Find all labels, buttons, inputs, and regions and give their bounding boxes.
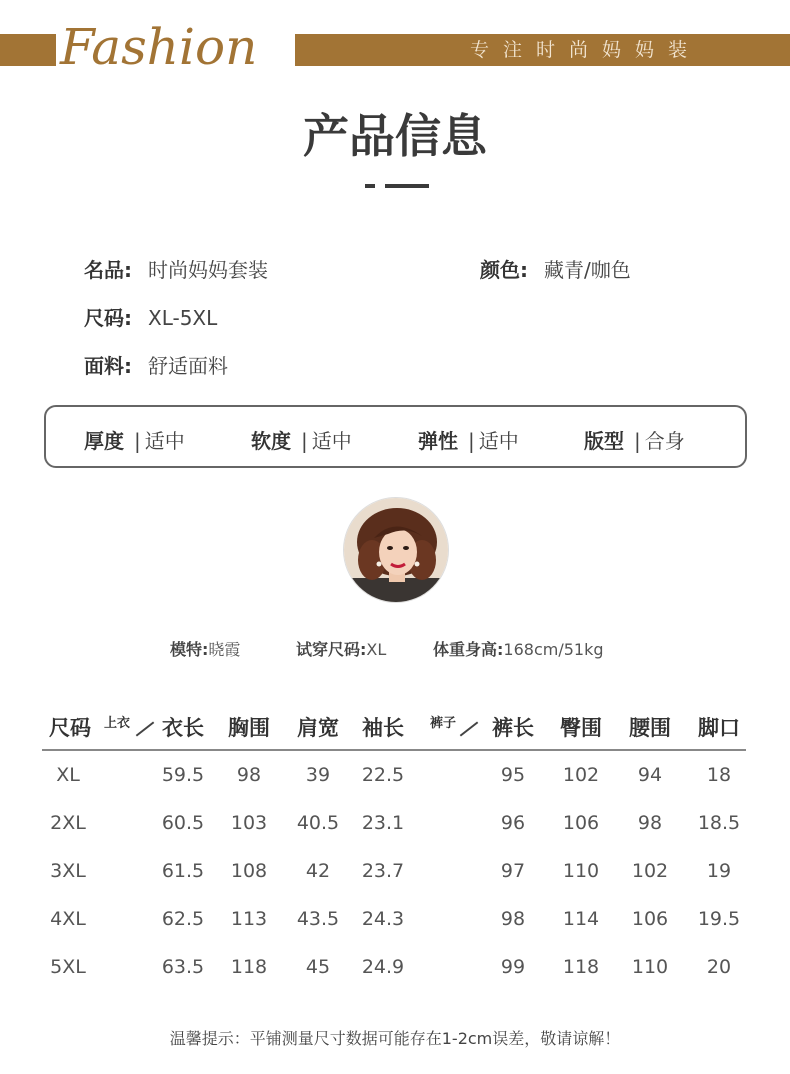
attribute-thickness [84,425,185,454]
table-cell: 96 [500,812,526,834]
attributes-box [44,405,747,468]
info-color [480,254,631,283]
table-cell: 61.5 [161,860,205,882]
table-cell: 118 [562,956,600,978]
table-cell: 102 [631,860,669,882]
table-cell: 108 [230,860,268,882]
table-cell: 110 [631,956,669,978]
table-cell: 97 [500,860,526,882]
row-size: 3XL [50,860,86,882]
table-cell: 95 [500,764,526,786]
info-name-value: 时尚妈妈套装 [148,258,268,282]
table-cell: 23.7 [361,860,405,882]
attribute-value: 合身 [644,429,685,453]
info-size-value: XL-5XL [148,306,218,330]
table-cell: 63.5 [161,956,205,978]
header-slash [136,721,155,736]
table-cell: 94 [637,764,663,786]
table-cell: 22.5 [361,764,405,786]
attribute-value: 适中 [144,429,185,453]
attribute-label: 版型 [584,429,624,453]
column-header: 脚口 [698,716,740,740]
row-size: 5XL [50,956,86,978]
attribute-softness [251,425,352,454]
table-cell: 40.5 [296,812,340,834]
table-cell: 42 [305,860,331,882]
top-group-label: 上衣 [104,716,131,731]
page-title: 产品信息 [303,109,487,163]
header-slash [460,721,479,736]
table-cell: 19 [706,860,732,882]
table-cell: 24.9 [361,956,405,978]
attribute-separator: | [134,429,141,453]
info-name-label: 名品: [84,258,132,282]
size-header: 尺码 [49,716,91,740]
row-size: 2XL [50,812,86,834]
model-body-value: 168cm/51kg [503,640,604,659]
attribute-separator: | [468,429,475,453]
row-size: XL [56,764,80,786]
pants-group-label: 裤子 [430,716,457,731]
table-cell: 98 [236,764,262,786]
info-fabric-label: 面料: [84,354,132,378]
brand-logo: Fashion [60,18,258,76]
table-cell: 106 [631,908,669,930]
column-header: 衣长 [162,716,204,740]
attribute-label: 软度 [251,429,291,453]
info-color-value: 藏青/咖色 [544,258,631,282]
table-cell: 60.5 [161,812,205,834]
attribute-value: 适中 [311,429,352,453]
model-size-value: XL [366,640,387,659]
attribute-separator: | [634,429,641,453]
table-cell: 19.5 [697,908,741,930]
table-cell: 62.5 [161,908,205,930]
header-bar-left [0,34,56,66]
table-cell: 98 [500,908,526,930]
model-body [433,637,604,660]
slogan: 专注时尚妈妈装 [470,39,702,61]
model-size [296,637,386,660]
model-portrait-icon [344,498,449,603]
attribute-value: 适中 [478,429,519,453]
attribute-fit [584,425,685,454]
table-cell: 20 [706,956,732,978]
column-header: 腰围 [629,716,671,740]
table-cell: 118 [230,956,268,978]
column-header: 胸围 [228,716,270,740]
info-size-label: 尺码: [84,306,132,330]
column-header: 臀围 [560,716,602,740]
column-header: 袖长 [362,716,404,740]
info-fabric [84,350,228,379]
model-name-label: 模特: [170,640,209,659]
table-cell: 102 [562,764,600,786]
attribute-label: 弹性 [418,429,458,453]
table-cell: 18 [706,764,732,786]
model-body-label: 体重身高: [433,640,504,659]
info-name [84,254,268,283]
attribute-label: 厚度 [84,429,124,453]
measurement-note: 温馨提示：平铺测量尺寸数据可能存在1-2cm误差，敬请谅解！ [169,1029,621,1048]
table-cell: 45 [305,956,331,978]
title-divider-short [365,184,375,188]
info-size [84,302,217,331]
table-cell: 113 [230,908,268,930]
table-cell: 99 [500,956,526,978]
table-cell: 110 [562,860,600,882]
table-cell: 24.3 [361,908,405,930]
attribute-separator: | [301,429,308,453]
table-cell: 59.5 [161,764,205,786]
attribute-elasticity [418,425,519,454]
table-cell: 103 [230,812,268,834]
model-avatar [343,497,449,603]
table-cell: 18.5 [697,812,741,834]
row-size: 4XL [50,908,86,930]
column-header: 肩宽 [297,716,339,740]
table-cell: 39 [305,764,331,786]
info-color-label: 颜色: [480,258,528,282]
model-name-value: 晓霞 [208,640,241,659]
title-divider-long [385,184,429,188]
model-name [170,637,240,660]
table-cell: 23.1 [361,812,405,834]
table-cell: 106 [562,812,600,834]
table-cell: 98 [637,812,663,834]
table-cell: 43.5 [296,908,340,930]
column-header: 裤长 [492,716,534,740]
info-fabric-value: 舒适面料 [148,354,228,378]
model-size-label: 试穿尺码: [296,640,367,659]
table-cell: 114 [562,908,600,930]
table-header-divider [42,749,746,751]
